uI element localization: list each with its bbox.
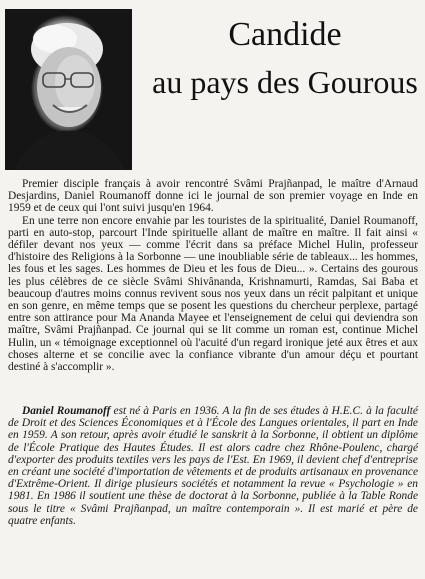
- author-name: Daniel Roumanoff: [22, 405, 111, 417]
- description: [8, 178, 418, 373]
- paragraph: En une terre non encore envahie par les touristes de la spiritualité, Daniel Roumanoff, parti en auto-stop, parcourt l'Inde spirituelle allant de maître en maître. Il fait ainsi « défiler devant nos yeux — comme l'écrit dans sa préface Michel Hulin, professeur d'histoire des Religions à la Sorbonne — une inoubliable série de tableaux... les hommes, les fous et les sages. Les hommes de Dieu et les fous de Dieu... ». Certains des gourous les plus célèbres de ce siècle Svâmi Shivânanda, Krishnamurti, Ramdas, Sai Baba et beaucoup d'autres moins connus revivent sous nos yeux dans un récit palpitant et unique en son genre, en même temps que se posent les questions du chercheur perplexe, partagé entre son attirance pour Ma Ananda Mayee et l'enseignement de celui qui deviendra son maître, Svâmi Prajñanpad. Ce journal qui se lit comme un roman est, continue Michel Hulin, un « témoignage exceptionnel où l'acuité d'un regard ironique jeté aux êtres et aux choses alterne et se concilie avec la confiance vibrante d'un amour déçu et pourtant destiné à s'accomplir ».: [8, 214, 418, 374]
- paragraph: Premier disciple français à avoir rencontré Svâmi Prajñanpad, le maître d'Arnaud Desjardins, Daniel Roumanoff donne ici le journal de son premier voyage en Inde en 1959 et de ceux qui l'ont suivi jusqu'en 1964.: [8, 178, 418, 215]
- book-title: Candide: [228, 16, 342, 53]
- author-photo: [5, 9, 132, 170]
- portrait-image: [5, 9, 132, 170]
- book-subtitle: au pays des Gourous: [152, 64, 418, 100]
- bio-text: est né à Paris en 1936. A la fin de ses études à H.E.C. à la faculté de Droit et des Sciences Économiques et à l'École des Langues orientales, il part en Inde en 1959. A son retour, après avoir étudié le sanskrit à la Sorbonne, il obtient un diplôme de l'École Pratique des Hautes Études. Il est alors cadre chez Rhône-Poulenc, chargé d'exporter des produits textiles vers les pays de l'Est. En 1969, il devient chef d'entreprise en créant une société d'importation de vêtements et de produits artisanaux en provenance d'Extrême-Orient. Il dirige plusieurs sociétés et notamment la revue « Psychologie » en 1981. En 1986 il soutient une thèse de doctorat à la Sorbonne, publiée à la Table Ronde sous le titre « Svâmi Prajñanpad, un maître contemporain ». Il est marié et père de quatre enfants.: [8, 405, 418, 527]
- author-bio: [8, 405, 418, 527]
